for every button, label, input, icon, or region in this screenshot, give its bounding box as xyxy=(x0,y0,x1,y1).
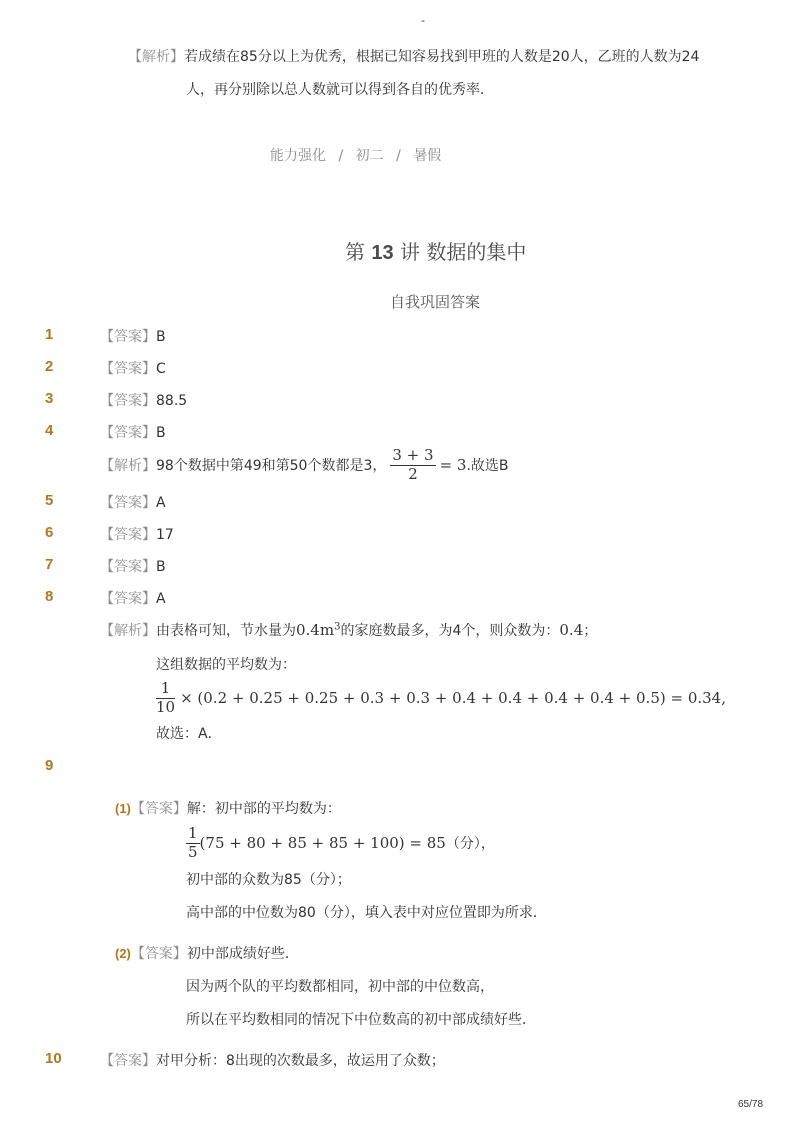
question-number: 4 xyxy=(45,422,54,439)
answer-row xyxy=(100,492,166,512)
answer-value: 对甲分析：8出现的次数最多，故运用了众数； xyxy=(156,1053,445,1069)
lesson-prefix: 第 xyxy=(345,240,365,264)
question-number: 3 xyxy=(45,390,54,407)
q8-math-volume: 0.4m xyxy=(296,621,335,639)
q8-frac-numerator: 1 xyxy=(156,680,175,698)
q8-analysis-line1 xyxy=(100,620,597,640)
answer-row xyxy=(100,326,166,346)
breadcrumb-part2: 初二 xyxy=(355,148,384,164)
answer-label: 【答案】 xyxy=(100,591,156,607)
analysis-label: 【解析】 xyxy=(100,458,156,474)
q8-analysis-line2: 这组数据的平均数为： xyxy=(156,657,296,673)
q4-frac-denominator: 2 xyxy=(408,464,418,483)
page-number: 65/78 xyxy=(738,1099,764,1110)
answer-row xyxy=(100,358,166,378)
q8-formula-body: × (0.2 + 0.25 + 0.25 + 0.3 + 0.3 + 0.4 + 0.4 + 0.4 + 0.4 + 0.5) = 0.34, xyxy=(180,689,726,707)
answer-label: 【答案】 xyxy=(100,1053,156,1069)
q9-p2-text: 初中部成绩好些． xyxy=(186,946,299,962)
answer-row xyxy=(100,524,174,544)
q4-tail: .故选B xyxy=(466,458,509,474)
q4-analysis-text: 98个数据中第49和第50个数都是3， xyxy=(156,458,387,474)
q9-fraction xyxy=(186,825,200,861)
question-number: 8 xyxy=(45,588,54,605)
analysis-label: 【解析】 xyxy=(100,623,156,639)
q9-formula-body: (75 + 80 + 85 + 85 + 100) = 85 xyxy=(199,834,446,852)
answer-row xyxy=(100,556,166,576)
q8-math-exponent: 3 xyxy=(334,621,341,633)
answer-label: 【答案】 xyxy=(130,801,187,817)
breadcrumb-sep: / xyxy=(338,148,344,164)
answer-row xyxy=(100,390,187,410)
analysis-top-line1 xyxy=(128,46,699,66)
analysis-label: 【解析】 xyxy=(128,49,184,65)
breadcrumb-part1: 能力强化 xyxy=(270,148,326,164)
question-number: 10 xyxy=(45,1050,62,1067)
analysis-top-line2: 人，再分别除以总人数就可以得到各自的优秀率． xyxy=(186,82,494,98)
q4-fraction xyxy=(390,447,435,483)
answer-label: 【答案】 xyxy=(100,361,156,377)
answer-row xyxy=(100,422,166,442)
analysis-top-text1: 若成绩在85分以上为优秀，根据已知容易找到甲班的人数是20人，乙班的人数为24 xyxy=(184,49,700,65)
answer-label: 【答案】 xyxy=(100,495,156,511)
answer-value: 17 xyxy=(156,527,174,543)
q9-p2-line2: 因为两个队的平均数都相同，初中部的中位数高， xyxy=(186,979,494,995)
q9-unit: （分）， xyxy=(445,836,495,852)
q9-p1-line3: 初中部的众数为85（分）； xyxy=(186,872,351,888)
q8-text-b: 的家庭数最多，为4个，则众数为： xyxy=(340,623,560,639)
q4-equals: = 3 xyxy=(439,456,467,474)
breadcrumb-part3: 暑假 xyxy=(413,148,442,164)
question-number: 6 xyxy=(45,524,54,541)
answer-value: B xyxy=(156,559,166,575)
breadcrumb-sep: / xyxy=(396,148,401,164)
answer-label: 【答案】 xyxy=(100,329,156,345)
q4-frac-numerator: 3 + 3 xyxy=(392,446,434,465)
lesson-number: 13 xyxy=(371,242,394,264)
answer-label: 【答案】 xyxy=(100,527,156,543)
part-label: (2) xyxy=(115,946,131,961)
answer-value: B xyxy=(156,425,166,441)
q8-math-mode: 0.4 xyxy=(559,621,584,639)
answer-value: A xyxy=(156,591,166,607)
top-mark: - xyxy=(421,14,425,27)
q9-part1-line1 xyxy=(115,798,341,818)
question-number: 9 xyxy=(45,757,54,774)
answer-label: 【答案】 xyxy=(100,559,156,575)
q9-p2-line3: 所以在平均数相同的情况下中位数高的初中部成绩好些． xyxy=(186,1012,536,1028)
lesson-title xyxy=(345,236,526,265)
lesson-suffix: 讲 数据的集中 xyxy=(399,240,527,264)
q8-text-c: ； xyxy=(583,623,598,639)
q9-p1-text: 解：初中部的平均数为： xyxy=(186,801,341,817)
q8-frac-denominator: 10 xyxy=(156,697,176,716)
q8-analysis-line4: 故选：A． xyxy=(156,726,222,742)
q9-p1-formula xyxy=(186,821,495,865)
answer-value: B xyxy=(156,329,166,345)
part-label: (1) xyxy=(115,801,131,816)
question-number: 2 xyxy=(45,358,54,375)
question-number: 7 xyxy=(45,556,54,573)
answer-value: A xyxy=(156,495,166,511)
answer-label: 【答案】 xyxy=(100,393,156,409)
q9-p1-line4: 高中部的中位数为80（分），填入表中对应位置即为所求． xyxy=(186,905,547,921)
section-title: 自我巩固答案 xyxy=(390,293,481,311)
question-number: 1 xyxy=(45,326,54,343)
answer-label: 【答案】 xyxy=(100,425,156,441)
answer-row xyxy=(100,588,166,608)
answer-row xyxy=(100,1050,445,1070)
q9-part2-line1 xyxy=(115,943,299,963)
q8-formula xyxy=(156,676,726,720)
breadcrumb xyxy=(270,145,441,165)
answer-label: 【答案】 xyxy=(130,946,187,962)
q8-text-a: 由表格可知，节水量为 xyxy=(156,623,296,639)
q9-frac-denominator: 5 xyxy=(188,842,198,861)
q9-frac-numerator: 1 xyxy=(188,824,198,843)
q8-fraction xyxy=(156,680,175,716)
question-number: 5 xyxy=(45,492,54,509)
q4-analysis xyxy=(100,444,509,486)
answer-value: C xyxy=(156,361,166,377)
answer-value: 88.5 xyxy=(156,393,188,409)
